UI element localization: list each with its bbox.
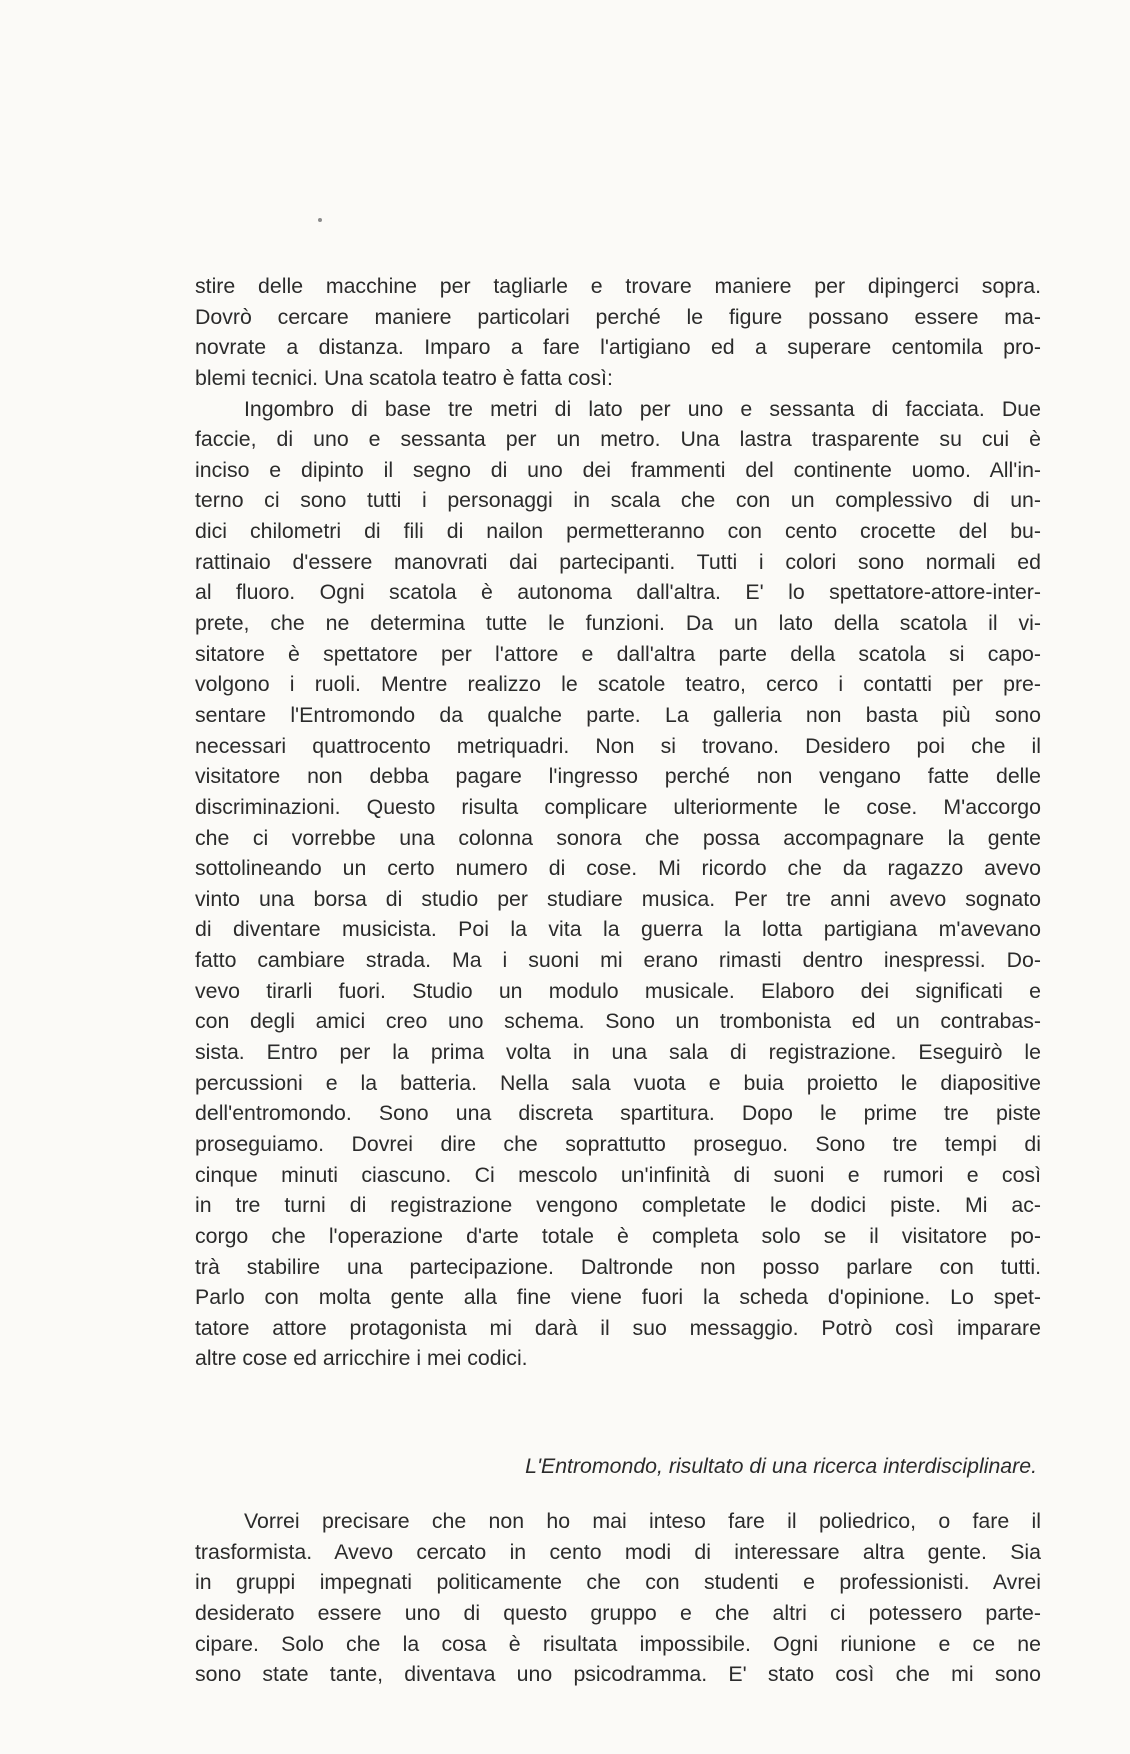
- text-line: Dovrò cercare maniere particolari perché le figure possano essere ma-: [195, 304, 1041, 329]
- text-line: percussioni e la batteria. Nella sala vuota e buia proietto le diapositive: [195, 1070, 1041, 1095]
- text-line: proseguiamo. Dovrei dire che soprattutto proseguo. Sono tre tempi di: [195, 1131, 1041, 1156]
- text-line: inciso e dipinto il segno di uno dei frammenti del continente uomo. All'in-: [195, 457, 1041, 482]
- section-heading: L'Entromondo, risultato di una ricerca interdisciplinare.: [525, 1454, 1037, 1478]
- text-line: in gruppi impegnati politicamente che con studenti e professionisti. Avrei: [195, 1570, 1041, 1595]
- body-paragraph-2: [195, 1506, 1041, 1690]
- text-line: sottolineando un certo numero di cose. Mi ricordo che da ragazzo avevo: [195, 856, 1041, 881]
- text-line: corgo che l'operazione d'arte totale è completa solo se il visitatore po-: [195, 1223, 1041, 1248]
- text-line: cinque minuti ciascuno. Ci mescolo un'infinità di suoni e rumori e così: [195, 1162, 1041, 1187]
- text-line: sono state tante, diventava uno psicodramma. E' stato così che mi sono: [195, 1662, 1041, 1687]
- text-line: Vorrei precisare che non ho mai inteso fare il poliedrico, o fare il: [244, 1509, 1041, 1533]
- text-line: terno ci sono tutti i personaggi in scala che con un complessivo di un-: [195, 488, 1041, 513]
- text-line: desiderato essere uno di questo gruppo e che altri ci potessero parte-: [195, 1600, 1041, 1625]
- text-line: Parlo con molta gente alla fine viene fuori la scheda d'opinione. Lo spet-: [195, 1285, 1041, 1310]
- text-line: con degli amici creo uno schema. Sono un trombonista ed un contrabas-: [195, 1009, 1041, 1034]
- text-line: blemi tecnici. Una scatola teatro è fatta così:: [195, 365, 613, 390]
- print-speck: [318, 218, 322, 222]
- text-line: rattinaio d'essere manovrati dai partecipanti. Tutti i colori sono normali ed: [195, 549, 1041, 574]
- text-line: al fluoro. Ogni scatola è autonoma dall'altra. E' lo spettatore-attore-inter-: [195, 580, 1041, 605]
- text-line: tatore attore protagonista mi darà il suo messaggio. Potrò così imparare: [195, 1315, 1041, 1340]
- text-line: discriminazioni. Questo risulta complicare ulteriormente le cose. M'accorgo: [195, 794, 1041, 819]
- text-line: vinto una borsa di studio per studiare musica. Per tre anni avevo sognato: [195, 886, 1041, 911]
- text-line: stire delle macchine per tagliarle e trovare maniere per dipingerci sopra.: [195, 274, 1041, 298]
- text-line: che ci vorrebbe una colonna sonora che possa accompagnare la gente: [195, 825, 1041, 850]
- text-line: sista. Entro per la prima volta in una sala di registrazione. Eseguirò le: [195, 1040, 1041, 1065]
- text-line: di diventare musicista. Poi la vita la guerra la lotta partigiana m'avevano: [195, 917, 1041, 942]
- text-line: faccie, di uno e sessanta per un metro. Una lastra trasparente su cui è: [195, 427, 1041, 452]
- text-line: prete, che ne determina tutte le funzioni. Da un lato della scatola il vi-: [195, 611, 1041, 636]
- text-line: in tre turni di registrazione vengono completate le dodici piste. Mi ac-: [195, 1193, 1041, 1218]
- text-line: sitatore è spettatore per l'attore e dall'altra parte della scatola si capo-: [195, 641, 1041, 666]
- text-line: vevo tirarli fuori. Studio un modulo musicale. Elaboro dei significati e: [195, 978, 1041, 1003]
- text-line: dell'entromondo. Sono una discreta spartitura. Dopo le prime tre piste: [195, 1101, 1041, 1126]
- text-line: dici chilometri di fili di nailon permetteranno con cento crocette del bu-: [195, 519, 1041, 544]
- body-paragraph-1: [195, 271, 1041, 1374]
- text-line: trasformista. Avevo cercato in cento modi di interessare altra gente. Sia: [195, 1539, 1041, 1564]
- text-line: novrate a distanza. Imparo a fare l'artigiano ed a superare centomila pro-: [195, 335, 1041, 360]
- text-line: cipare. Solo che la cosa è risultata impossibile. Ogni riunione e ce ne: [195, 1631, 1041, 1656]
- text-line: fatto cambiare strada. Ma i suoni mi erano rimasti dentro inespressi. Do-: [195, 948, 1041, 973]
- text-line: trà stabilire una partecipazione. Daltronde non posso parlare con tutti.: [195, 1254, 1041, 1279]
- text-line: sentare l'Entromondo da qualche parte. La galleria non basta più sono: [195, 702, 1041, 727]
- text-line: altre cose ed arricchire i mei codici.: [195, 1346, 528, 1371]
- text-line: volgono i ruoli. Mentre realizzo le scatole teatro, cerco i contatti per pre-: [195, 672, 1041, 697]
- text-line: necessari quattrocento metriquadri. Non si trovano. Desidero poi che il: [195, 733, 1041, 758]
- text-line: Ingombro di base tre metri di lato per uno e sessanta di facciata. Due: [244, 396, 1041, 421]
- text-line: visitatore non debba pagare l'ingresso perché non vengano fatte delle: [195, 764, 1041, 789]
